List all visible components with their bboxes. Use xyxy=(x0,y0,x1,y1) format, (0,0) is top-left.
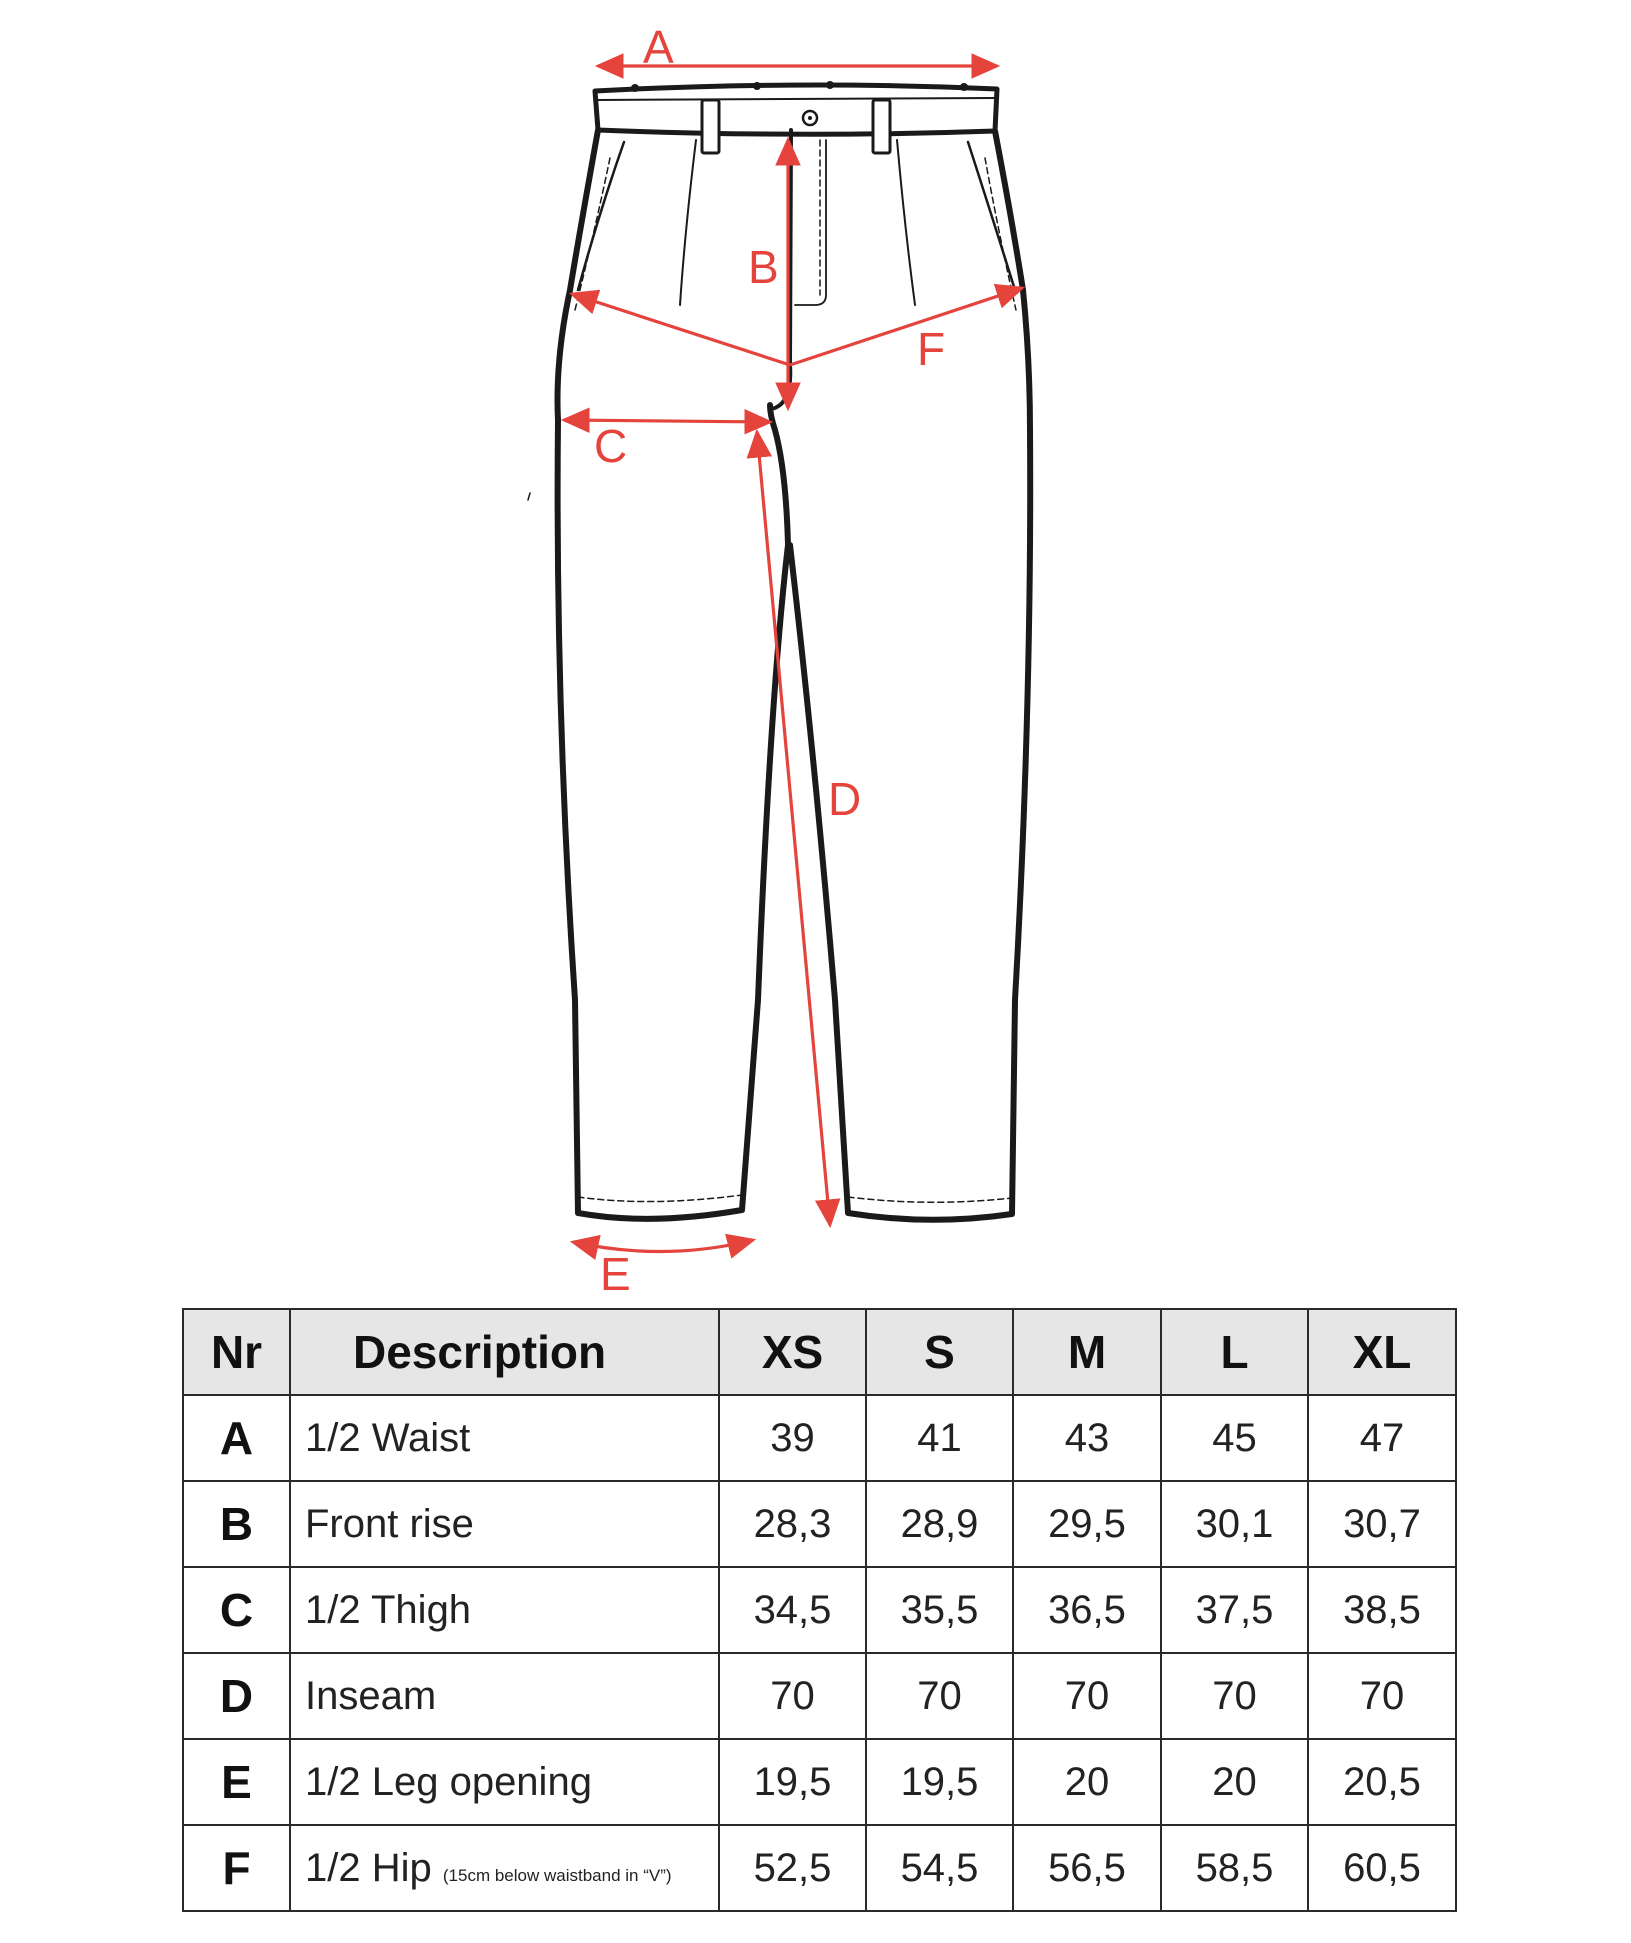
table-row xyxy=(183,1825,1456,1911)
header-description: Description xyxy=(290,1309,719,1395)
row-value: 36,5 xyxy=(1013,1567,1161,1653)
row-description xyxy=(290,1395,719,1481)
row-value: 38,5 xyxy=(1308,1567,1456,1653)
row-value: 20 xyxy=(1161,1739,1308,1825)
row-description-note: (15cm below waistband in “V”) xyxy=(442,1865,672,1885)
row-description xyxy=(290,1825,719,1911)
label-b: B xyxy=(748,241,779,293)
fly-stitch xyxy=(795,140,826,305)
label-d: D xyxy=(828,773,862,825)
belt-loop-left xyxy=(702,100,719,153)
measurement-lines xyxy=(564,66,1022,1252)
row-value: 20 xyxy=(1013,1739,1161,1825)
row-value: 47 xyxy=(1308,1395,1456,1481)
row-nr: C xyxy=(183,1567,290,1653)
table-row xyxy=(183,1395,1456,1481)
table-header-row xyxy=(183,1309,1456,1395)
row-value: 20,5 xyxy=(1308,1739,1456,1825)
hem-right xyxy=(848,1197,1012,1202)
row-nr: F xyxy=(183,1825,290,1911)
pleat-left xyxy=(680,140,696,305)
table-row xyxy=(183,1739,1456,1825)
left-leg-outline xyxy=(558,130,789,1219)
row-value: 34,5 xyxy=(719,1567,866,1653)
row-value: 19,5 xyxy=(719,1739,866,1825)
waistband xyxy=(595,85,997,134)
row-value: 28,3 xyxy=(719,1481,866,1567)
size-chart-table xyxy=(182,1308,1457,1912)
table-row xyxy=(183,1567,1456,1653)
label-f: F xyxy=(917,323,946,375)
row-description-label: 1/2 Waist xyxy=(305,1415,471,1460)
header-size-xs: XS xyxy=(719,1309,866,1395)
header-size-s: S xyxy=(866,1309,1013,1395)
row-value: 70 xyxy=(866,1653,1013,1739)
row-value: 37,5 xyxy=(1161,1567,1308,1653)
row-value: 58,5 xyxy=(1161,1825,1308,1911)
row-value: 70 xyxy=(1308,1653,1456,1739)
row-nr: D xyxy=(183,1653,290,1739)
row-description xyxy=(290,1653,719,1739)
row-value: 30,1 xyxy=(1161,1481,1308,1567)
row-value: 35,5 xyxy=(866,1567,1013,1653)
row-value: 41 xyxy=(866,1395,1013,1481)
row-description-label: 1/2 Leg opening xyxy=(305,1759,592,1804)
row-value: 60,5 xyxy=(1308,1825,1456,1911)
row-value: 54,5 xyxy=(866,1825,1013,1911)
row-value: 39 xyxy=(719,1395,866,1481)
row-description-label: Inseam xyxy=(305,1673,437,1718)
row-nr: A xyxy=(183,1395,290,1481)
row-description xyxy=(290,1567,719,1653)
row-value: 56,5 xyxy=(1013,1825,1161,1911)
row-value: 30,7 xyxy=(1308,1481,1456,1567)
row-value: 29,5 xyxy=(1013,1481,1161,1567)
label-a: A xyxy=(643,21,674,73)
row-description xyxy=(290,1739,719,1825)
row-description-label: 1/2 Hip xyxy=(305,1845,432,1890)
hem-left xyxy=(578,1195,742,1202)
header-size-l: L xyxy=(1161,1309,1308,1395)
row-description xyxy=(290,1481,719,1567)
table-row xyxy=(183,1653,1456,1739)
row-value: 70 xyxy=(719,1653,866,1739)
row-value: 52,5 xyxy=(719,1825,866,1911)
belt-loop-right xyxy=(873,100,890,153)
row-nr: E xyxy=(183,1739,290,1825)
row-description-label: 1/2 Thigh xyxy=(305,1587,472,1632)
header-nr: Nr xyxy=(183,1309,290,1395)
row-value: 70 xyxy=(1013,1653,1161,1739)
table-row xyxy=(183,1481,1456,1567)
row-value: 70 xyxy=(1161,1653,1308,1739)
label-e: E xyxy=(600,1248,631,1300)
row-description-label: Front rise xyxy=(305,1501,474,1546)
row-value: 43 xyxy=(1013,1395,1161,1481)
label-c: C xyxy=(594,420,628,472)
header-size-m: M xyxy=(1013,1309,1161,1395)
row-value: 45 xyxy=(1161,1395,1308,1481)
header-size-xl: XL xyxy=(1308,1309,1456,1395)
row-nr: B xyxy=(183,1481,290,1567)
trousers-outline xyxy=(528,81,1030,1220)
row-value: 19,5 xyxy=(866,1739,1013,1825)
pleat-right xyxy=(897,140,915,305)
row-value: 28,9 xyxy=(866,1481,1013,1567)
